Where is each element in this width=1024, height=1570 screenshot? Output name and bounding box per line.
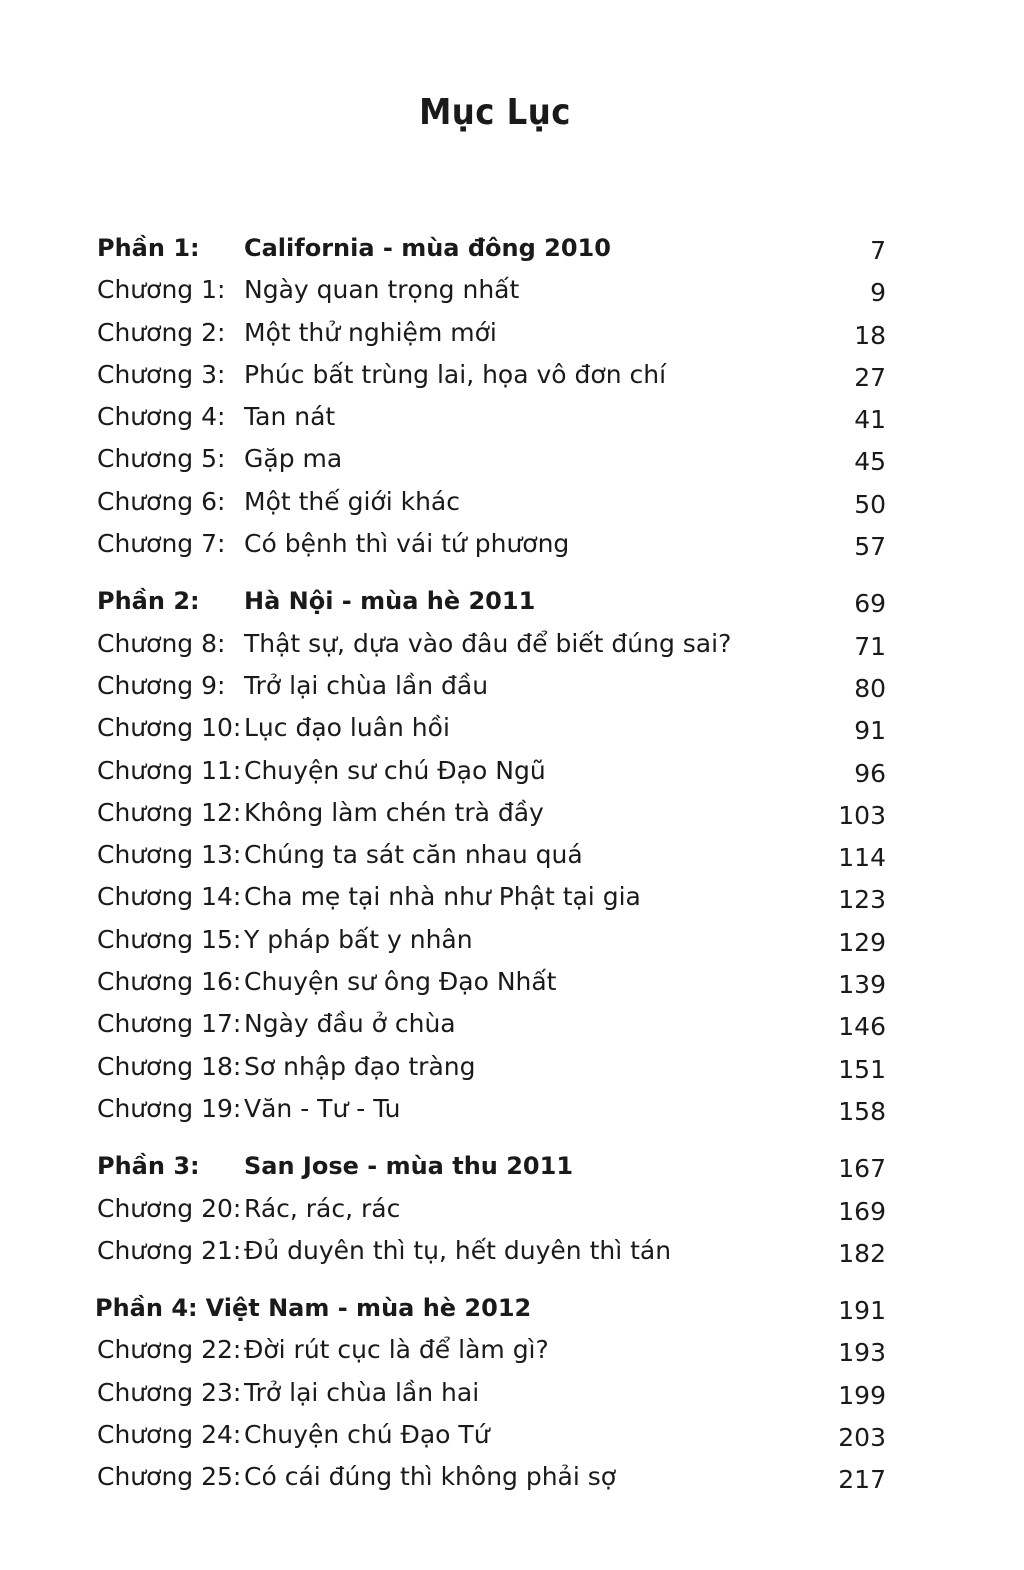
chapter-row [0, 523, 1024, 565]
chapter-title: Gặp ma [244, 444, 343, 474]
chapter-row [0, 1329, 1024, 1371]
chapter-label: Chương 9: [97, 670, 226, 700]
chapter-row [0, 269, 1024, 311]
part-title: San Jose - mùa thu 2011 [244, 1152, 574, 1181]
chapter-title: Một thử nghiệm mới [244, 317, 497, 347]
part-label: Phần 4: [95, 1294, 198, 1323]
chapter-row [0, 1372, 1024, 1414]
chapter-title: Văn - Tư - Tu [244, 1093, 401, 1123]
chapter-row [0, 1046, 1024, 1088]
toc-section-part-3 [0, 1145, 1024, 1272]
chapter-row [0, 1230, 1024, 1272]
chapter-page-number: 41 [854, 405, 886, 435]
chapter-title: Trở lại chùa lần hai [244, 1377, 480, 1407]
chapter-label: Chương 10: [97, 713, 242, 743]
part-heading [0, 1287, 1024, 1329]
chapter-label: Chương 1: [97, 275, 226, 305]
chapter-label: Chương 4: [97, 402, 226, 432]
part-label: Phần 1: [97, 234, 200, 262]
chapter-title: Phúc bất trùng lai, họa vô đơn chí [244, 359, 667, 389]
table-of-contents [0, 227, 1024, 1499]
chapter-label: Chương 24: [97, 1420, 242, 1450]
chapter-page-number: 96 [854, 758, 886, 788]
chapter-row [0, 1456, 1024, 1498]
chapter-label: Chương 15: [97, 924, 242, 954]
chapter-label: Chương 7: [97, 529, 226, 559]
chapter-row [0, 481, 1024, 523]
chapter-label: Chương 17: [97, 1009, 242, 1039]
chapter-title: Chuyện sư chú Đạo Ngũ [244, 755, 546, 785]
chapter-title: Lục đạo luân hồi [244, 713, 450, 743]
toc-section-part-2 [0, 580, 1024, 1130]
chapter-label: Chương 20: [97, 1193, 242, 1223]
chapter-row [0, 396, 1024, 438]
chapter-label: Chương 6: [97, 486, 226, 516]
chapter-label: Chương 11: [97, 755, 242, 785]
chapter-title: Có cái đúng thì không phải sợ [244, 1462, 617, 1492]
part-heading [0, 227, 1024, 269]
chapter-page-number: 27 [854, 362, 886, 392]
chapter-title: Không làm chén trà đầy [244, 797, 544, 827]
chapter-label: Chương 23: [97, 1377, 242, 1407]
chapter-page-number: 50 [854, 489, 886, 519]
chapter-label: Chương 21: [97, 1235, 242, 1265]
chapter-page-number: 71 [854, 631, 886, 661]
part-label: Phần 2: [97, 587, 200, 616]
chapter-title: Trở lại chùa lần đầu [244, 670, 489, 700]
chapter-row [0, 1188, 1024, 1230]
chapter-page-number: 91 [854, 716, 886, 746]
chapter-row [0, 1088, 1024, 1130]
part-heading [0, 580, 1024, 622]
chapter-label: Chương 22: [97, 1335, 242, 1365]
chapter-title: Rác, rác, rác [244, 1193, 401, 1223]
chapter-page-number: 80 [854, 673, 886, 703]
chapter-label: Chương 13: [97, 840, 242, 870]
part-label: Phần 3: [97, 1152, 200, 1181]
chapter-page-number: 217 [838, 1465, 886, 1495]
chapter-title: Chuyện chú Đạo Tứ [244, 1420, 490, 1450]
chapter-page-number: 45 [854, 447, 886, 477]
chapter-title: Chuyện sư ông Đạo Nhất [244, 967, 557, 997]
part-page-number: 167 [838, 1154, 886, 1184]
part-page-number: 191 [838, 1296, 886, 1326]
chapter-label: Chương 12: [97, 797, 242, 827]
chapter-row [0, 354, 1024, 396]
toc-section-part-1 [0, 227, 1024, 565]
chapter-row [0, 792, 1024, 834]
chapter-row [0, 1414, 1024, 1456]
chapter-page-number: 114 [838, 843, 886, 873]
chapter-label: Chương 18: [97, 1051, 242, 1081]
chapter-row [0, 919, 1024, 961]
chapter-label: Chương 2: [97, 317, 226, 347]
chapter-page-number: 146 [838, 1012, 886, 1042]
chapter-row [0, 876, 1024, 918]
chapter-page-number: 169 [838, 1196, 886, 1226]
chapter-page-number: 9 [870, 278, 886, 308]
chapter-row [0, 834, 1024, 876]
part-heading [0, 1145, 1024, 1187]
chapter-page-number: 203 [838, 1423, 886, 1453]
chapter-title: Một thế giới khác [244, 486, 460, 516]
chapter-label: Chương 5: [97, 444, 226, 474]
chapter-row [0, 438, 1024, 480]
chapter-row [0, 961, 1024, 1003]
chapter-title: Đủ duyên thì tụ, hết duyên thì tán [244, 1235, 672, 1265]
chapter-page-number: 158 [838, 1096, 886, 1126]
chapter-label: Chương 3: [97, 359, 226, 389]
chapter-title: Chúng ta sát căn nhau quá [244, 840, 583, 870]
chapter-page-number: 18 [854, 320, 886, 350]
chapter-label: Chương 8: [97, 628, 226, 658]
part-heading-inline [95, 1287, 531, 1329]
chapter-label: Chương 19: [97, 1093, 242, 1123]
chapter-label: Chương 14: [97, 882, 242, 912]
part-page-number: 69 [854, 589, 886, 619]
chapter-title: Ngày đầu ở chùa [244, 1009, 456, 1039]
part-title: Hà Nội - mùa hè 2011 [244, 587, 536, 616]
chapter-row [0, 707, 1024, 749]
chapter-title: Cha mẹ tại nhà như Phật tại gia [244, 882, 641, 912]
toc-section-part-4 [0, 1287, 1024, 1498]
chapter-row [0, 750, 1024, 792]
chapter-title: Tan nát [244, 402, 336, 432]
chapter-title: Đời rút cục là để làm gì? [244, 1335, 549, 1365]
chapter-row [0, 312, 1024, 354]
chapter-row [0, 1003, 1024, 1045]
part-page-number: 7 [870, 236, 886, 265]
chapter-title: Sơ nhập đạo tràng [244, 1051, 476, 1081]
chapter-title: Có bệnh thì vái tứ phương [244, 529, 570, 559]
chapter-page-number: 103 [838, 800, 886, 830]
part-title: California - mùa đông 2010 [244, 234, 611, 262]
chapter-row [0, 623, 1024, 665]
chapter-page-number: 57 [854, 532, 886, 562]
chapter-page-number: 199 [838, 1380, 886, 1410]
chapter-page-number: 129 [838, 927, 886, 957]
chapter-row [0, 665, 1024, 707]
chapter-title: Ngày quan trọng nhất [244, 275, 520, 305]
chapter-page-number: 182 [838, 1238, 886, 1268]
chapter-page-number: 123 [838, 885, 886, 915]
chapter-page-number: 151 [838, 1054, 886, 1084]
chapter-label: Chương 16: [97, 967, 242, 997]
chapter-page-number: 193 [838, 1338, 886, 1368]
chapter-label: Chương 25: [97, 1462, 242, 1492]
page-title: Mục Lục [419, 92, 571, 133]
part-title: Việt Nam - mùa hè 2012 [205, 1294, 532, 1323]
chapter-page-number: 139 [838, 970, 886, 1000]
chapter-title: Y pháp bất y nhân [244, 924, 473, 954]
chapter-title: Thật sự, dựa vào đâu để biết đúng sai? [244, 628, 732, 658]
